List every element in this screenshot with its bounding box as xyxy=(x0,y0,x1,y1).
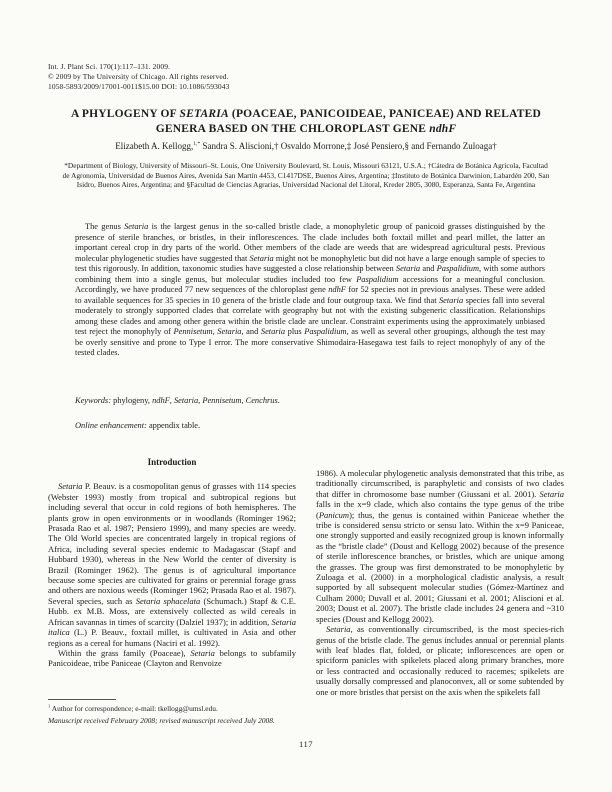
right-column xyxy=(316,468,564,697)
journal-citation: Int. J. Plant Sci. 170(1):117–131. 2009. xyxy=(48,62,171,71)
intro-right-paragraph-1: 1986). A molecular phylogenetic analysis demonstrated that this tribe, as traditionally circumscribed, is paraphyletic and consists of two clades that differ in chromosome base number (Giussani et al. 2001). Setaria falls in the x=9 clade, which also contains the type genus of the tribe (Panicum); thus, the genus is contained within Paniceae whether the tribe is considered sensu stricto or sensu lato. Within the x=9 Paniceae, one strongly supported and easily recognized group is known informally as the “bristle clade” (Doust and Kellogg 2002) because of the presence of sterile inflorescence branches, or bristles, which are unique among the grasses. The group was first demonstrated to be monophyletic by Zuloaga et al. (2000) in a morphological cladistic analysis, a result supported by all subsequent molecular studies (Gómez-Martínez and Culham 2000; Duvall et al. 2001; Giussani et al. 2001; Aliscioni et al. 2003; Doust et al. 2007). The bristle clade includes 24 genera and ~310 species (Doust and Kellogg 2002). xyxy=(316,468,564,624)
keywords-line: Keywords: phylogeny, ndhF, Setaria, Pennisetum, Cenchrus. xyxy=(75,396,280,405)
issn-doi-line: 1058-5893/2009/17001-0011$15.00 DOI: 10.1086/593043 xyxy=(48,81,230,91)
page-number: 117 xyxy=(299,739,313,749)
intro-left-paragraph-1: Setaria P. Beauv. is a cosmopolitan genus of grasses with 114 species (Webster 1993) mostly from tropical and subtropical regions but including several that occur in cold regions of both hemispheres. The plants grow in open environments or in woodlands (Rominger 1962; Prasada Rao et al. 1987; Pensiero 1999), and many species are weedy. The Old World species are concentrated largely in tropical regions of Africa, including several species endemic to Madagascar (Stapf and Hubbard 1930), whereas in the New World the center of diversity is Brazil (Rominger 1962). The genus is of agricultural importance because some species are cultivated for grains or perennial forage grass and others are noxious weeds (Rominger 1962; Prasada Rao et al. 1987). Several species, such as Setaria sphacelata (Schumach.) Stapf & C.E. Hubb. ex M.B. Moss, are extensively collected as wild cereals in African savannas in times of scarcity (Dalziel 1937); in addition, Setaria italica (L.) P. Beauv., foxtail millet, is cultivated in Asia and other regions as a cereal for humans (Naciri et al. 1992). xyxy=(48,481,296,648)
introduction-heading: Introduction xyxy=(147,457,197,467)
author-line: Elizabeth A. Kellogg,$^{1,*}$ Sandra S. Aliscioni,† Osvaldo Morrone,‡ José Pensiero,§ and Fernando Zuloaga† xyxy=(115,141,497,151)
copyright-line: © 2009 by The University of Chicago. All rights reserved. xyxy=(48,71,229,81)
article-title: A PHYLOGENY OF SETARIA (POACEAE, PANICOIDEAE, PANICEAE) AND RELATED GENERA BASED ON THE CHLOROPLAST GENE ndhF xyxy=(70,108,542,135)
abstract: The genus Setaria is the largest genus in the so-called bristle clade, a monophyletic group of panicoid grasses distinguished by the presence of sterile branches, or bristles, in their inflorescences. The clade includes both foxtail millet and pearl millet, the latter an important cereal crop in dry parts of the world. Other members of the clade are weeds that are widespread agricultural pests. Previous molecular phylogenetic studies have suggested that Setaria might not be monophyletic but did not have a large enough sample of species to test this rigorously. In addition, taxonomic studies have suggested a close relationship between Setaria and Paspalidium, with some authors combining them into a single genus, but molecular studies included too few Paspalidium accessions for a meaningful conclusion. Accordingly, we have produced 77 new sequences of the chloroplast gene ndhF for 52 species not in previous analyses. These were added to available sequences for 35 species in 10 genera of the bristle clade and four outgroup taxa. We find that Setaria species fall into several moderately to strongly supported clades that correlate with geography but not with the existing subgeneric classification. Relationships among these clades and among other genera within the bristle clade are unclear. Constraint experiments using the approximately unbiased test reject the monophyly of Pennisetum, Setaria, and Setaria plus Paspalidium, as well as several other groupings, although the test may be overly sensitive and prone to Type I error. The more conservative Shimodaira-Hasegawa test fails to reject monophyly of any of the tested clades. xyxy=(75,222,546,357)
affiliations: *Department of Biology, University of Missouri–St. Louis, One University Boulevard, St. Louis, Missouri 63121, U.S.A.; †Cátedra de Botánica Agrícola, Facultad de Agronomía, Universidad de Buenos Aires, Avenida San Martín 4453, C1417DSE, Buenos Aires, Argentina; ‡Instituto de Botánica Darwinion, Labardén 200, San Isidro, Buenos Aires, Argentina; and §Facultad de Ciencias Agrarias, Universidad Nacional del Litoral, Kreder 2805, 3080, Esperanza, Santa Fe, Argentina xyxy=(62,161,550,190)
intro-left-paragraph-2: Within the grass family (Poaceae), Setaria belongs to subfamily Panicoideae, tribe Paniceae (Clayton and Renvoize xyxy=(48,647,296,669)
manuscript-history: Manuscript received February 2008; revised manuscript received July 2008. xyxy=(48,716,275,726)
footnote-rule xyxy=(48,699,116,700)
journal-masthead xyxy=(48,62,229,91)
correspondence-footnote: $^1$ Author for correspondence; e-mail: tkellogg@umsl.edu. xyxy=(48,703,218,713)
footnote-block xyxy=(48,699,296,726)
left-column xyxy=(48,457,296,697)
intro-right-paragraph-2: Setaria, as conventionally circumscribed, is the most species-rich genus of the bristle clade. The genus includes annual or perennial plants with leaf blades flat, folded, or plicate; inflorescences are open or spiciform panicles with spikelets placed along primary branches, more or less contracted and occasionally reduced to racemes; spikelets are usually dorsally compressed and planoconvex, all or some subtended by one or more bristles that persist on the axis when the spikelets fall xyxy=(316,624,564,697)
online-enhancement-line: Online enhancement: appendix table. xyxy=(75,421,201,430)
